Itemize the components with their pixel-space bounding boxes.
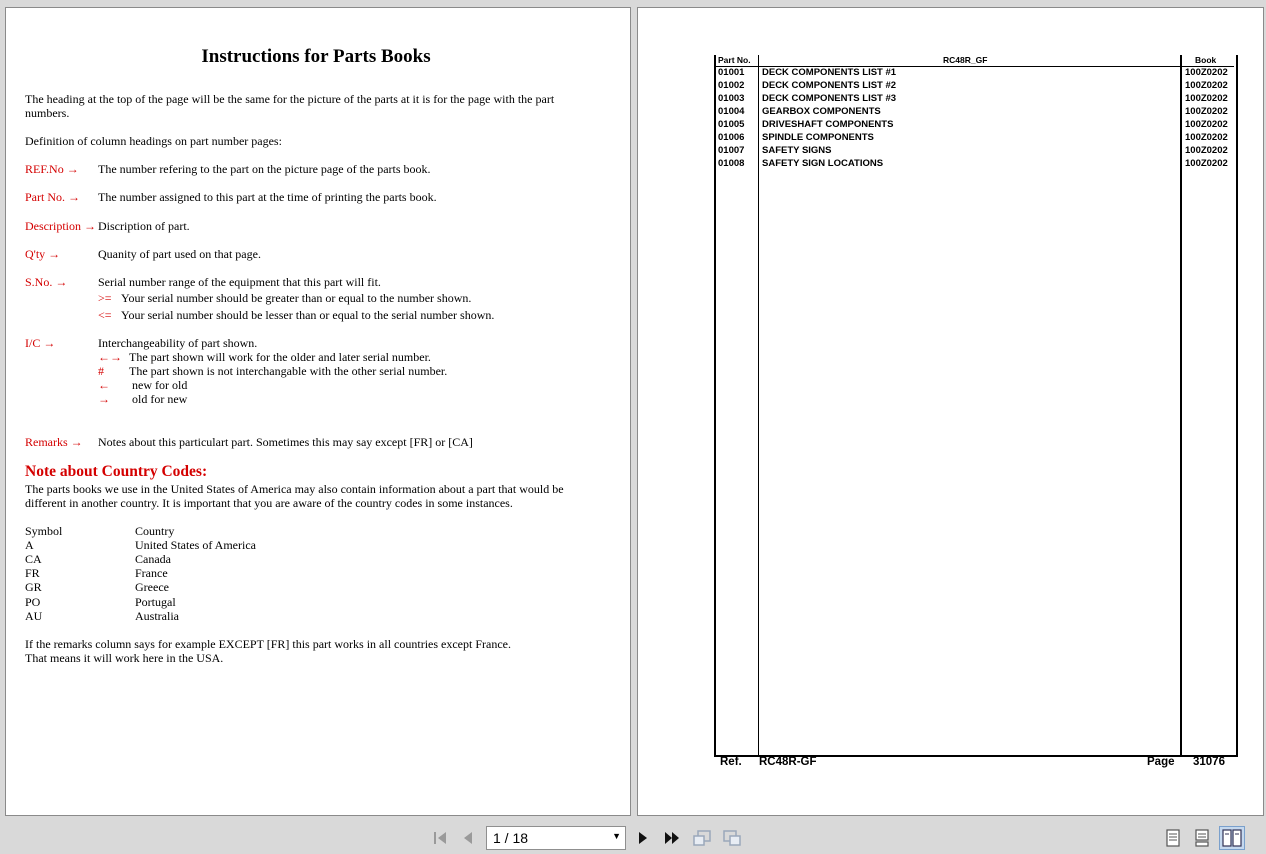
table-cell-part: 01007 [718,145,745,156]
document-page-left [5,7,631,816]
table-cell-book: 100Z0202 [1185,67,1228,78]
table-cell-part: 01005 [718,119,745,130]
code-country: Australia [135,609,179,623]
page-number-select[interactable] [486,826,626,850]
sno-sub-symbol-ge: >= [98,291,112,305]
def-desc-ic: Interchangeability of part shown. [98,336,258,350]
table-cell-book: 100Z0202 [1185,145,1228,156]
table-cell-desc: DECK COMPONENTS LIST #2 [762,80,897,91]
def-desc-sno: Serial number range of the equipment that this part will fit. [98,275,381,289]
code-symbol: GR [25,580,42,594]
table-cell-desc: SAFETY SIGNS [762,145,832,156]
footer-ref-label: Ref. [720,756,742,768]
def-desc-description: Discription of part. [98,219,190,233]
table-cell-desc: DECK COMPONENTS LIST #1 [762,67,897,78]
ic-sub-symbol-right: → [98,392,110,406]
viewer-toolbar [0,820,1266,854]
def-term-remarks: Remarks → [25,435,83,449]
table-cell-book: 100Z0202 [1185,93,1228,104]
code-country: Portugal [135,595,176,609]
def-desc-ref-no: The number refering to the part on the picture page of the parts book. [98,162,431,176]
next-page-icon[interactable] [633,828,653,848]
ic-sub-symbol-both: ←→ [98,350,122,364]
ic-sub-text-both: The part shown will work for the older and later serial number. [129,350,431,364]
table-cell-desc: GEARBOX COMPONENTS [762,106,881,117]
note-line-2: different in another country. It is important that you are aware of the country codes in some instances. [25,496,513,510]
two-page-view-icon[interactable] [1219,826,1245,850]
code-symbol: FR [25,566,40,580]
footer-page-value: 31076 [1193,756,1225,768]
table-cell-part: 01003 [718,93,745,104]
def-term-part-no: Part No. → [25,190,80,204]
table-cell-book: 100Z0202 [1185,80,1228,91]
table-cell-desc: DECK COMPONENTS LIST #3 [762,93,897,104]
def-term-description: Description → [25,219,96,233]
code-country: France [135,566,168,580]
note-title: Note about Country Codes: [25,463,208,480]
footer-line-1: If the remarks column says for example EXCEPT [FR] this part works in all countries except France. [25,637,511,651]
code-symbol: A [25,538,34,552]
def-desc-qty: Quanity of part used on that page. [98,247,261,261]
ic-sub-symbol-hash: # [98,364,104,378]
code-symbol: CA [25,552,42,566]
codes-header-symbol: Symbol [25,524,63,538]
table-cell-desc: SPINDLE COMPONENTS [762,132,874,143]
go-back-icon[interactable] [692,828,712,848]
code-symbol: AU [25,609,43,623]
def-term-ic: I/C → [25,336,56,350]
ic-sub-symbol-left: ← [98,378,110,392]
sno-sub-symbol-le: <= [98,308,112,322]
ic-sub-text-right: old for new [132,392,188,406]
intro-line-1: The heading at the top of the page will be the same for the picture of the parts at it is for the page with the part [25,92,555,106]
go-forward-icon[interactable] [722,828,742,848]
table-header-book: Book [1195,55,1217,65]
table-header-part-no: Part No. [718,55,751,65]
code-country: United States of America [135,538,256,552]
chevron-down-icon: ▼ [612,831,621,841]
code-symbol: PO [25,595,41,609]
table-cell-desc: DRIVESHAFT COMPONENTS [762,119,894,130]
table-cell-part: 01006 [718,132,745,143]
ic-sub-text-hash: The part shown is not interchangable with the other serial number. [129,364,448,378]
table-cell-desc: SAFETY SIGN LOCATIONS [762,158,884,169]
table-cell-book: 100Z0202 [1185,158,1228,169]
footer-ref-value: RC48R-GF [759,756,817,768]
sno-sub-text-ge: Your serial number should be greater than or equal to the number shown. [121,291,472,305]
def-desc-part-no: The number assigned to this part at the time of printing the parts book. [98,190,437,204]
first-page-icon[interactable] [430,828,450,848]
ic-sub-text-left: new for old [132,378,188,392]
footer-line-2: That means it will work here in the USA. [25,651,224,665]
definition-heading: Definition of column headings on part number pages: [25,134,282,148]
def-term-ref-no: REF.No → [25,162,79,176]
def-term-qty: Q'ty → [25,247,61,261]
code-country: Greece [135,580,169,594]
def-desc-remarks: Notes about this particulart part. Sometimes this may say except [FR] or [CA] [98,435,473,449]
document-page-right [637,7,1264,816]
table-cell-part: 01002 [718,80,745,91]
table-cell-part: 01001 [718,67,745,78]
table-header-model: RC48R_GF [943,55,988,65]
parts-table-column-divider [1180,55,1182,757]
codes-header-country: Country [135,524,175,538]
single-page-view-icon[interactable] [1160,826,1186,850]
def-term-sno: S.No. → [25,275,68,289]
page-title: Instructions for Parts Books [201,46,431,67]
table-cell-book: 100Z0202 [1185,106,1228,117]
intro-line-2: numbers. [25,106,70,120]
page-indicator: 1 / 18 [493,830,529,846]
note-line-1: The parts books we use in the United States of America may also contain information about a part that would be [25,482,564,496]
code-country: Canada [135,552,171,566]
footer-page-label: Page [1147,756,1175,768]
last-page-icon[interactable] [662,828,682,848]
continuous-view-icon[interactable] [1189,826,1215,850]
parts-table-column-divider [758,55,759,757]
table-cell-part: 01008 [718,158,745,169]
prev-page-icon[interactable] [458,828,478,848]
table-cell-book: 100Z0202 [1185,132,1228,143]
sno-sub-text-le: Your serial number should be lesser than or equal to the serial number shown. [121,308,495,322]
table-cell-part: 01004 [718,106,745,117]
table-cell-book: 100Z0202 [1185,119,1228,130]
